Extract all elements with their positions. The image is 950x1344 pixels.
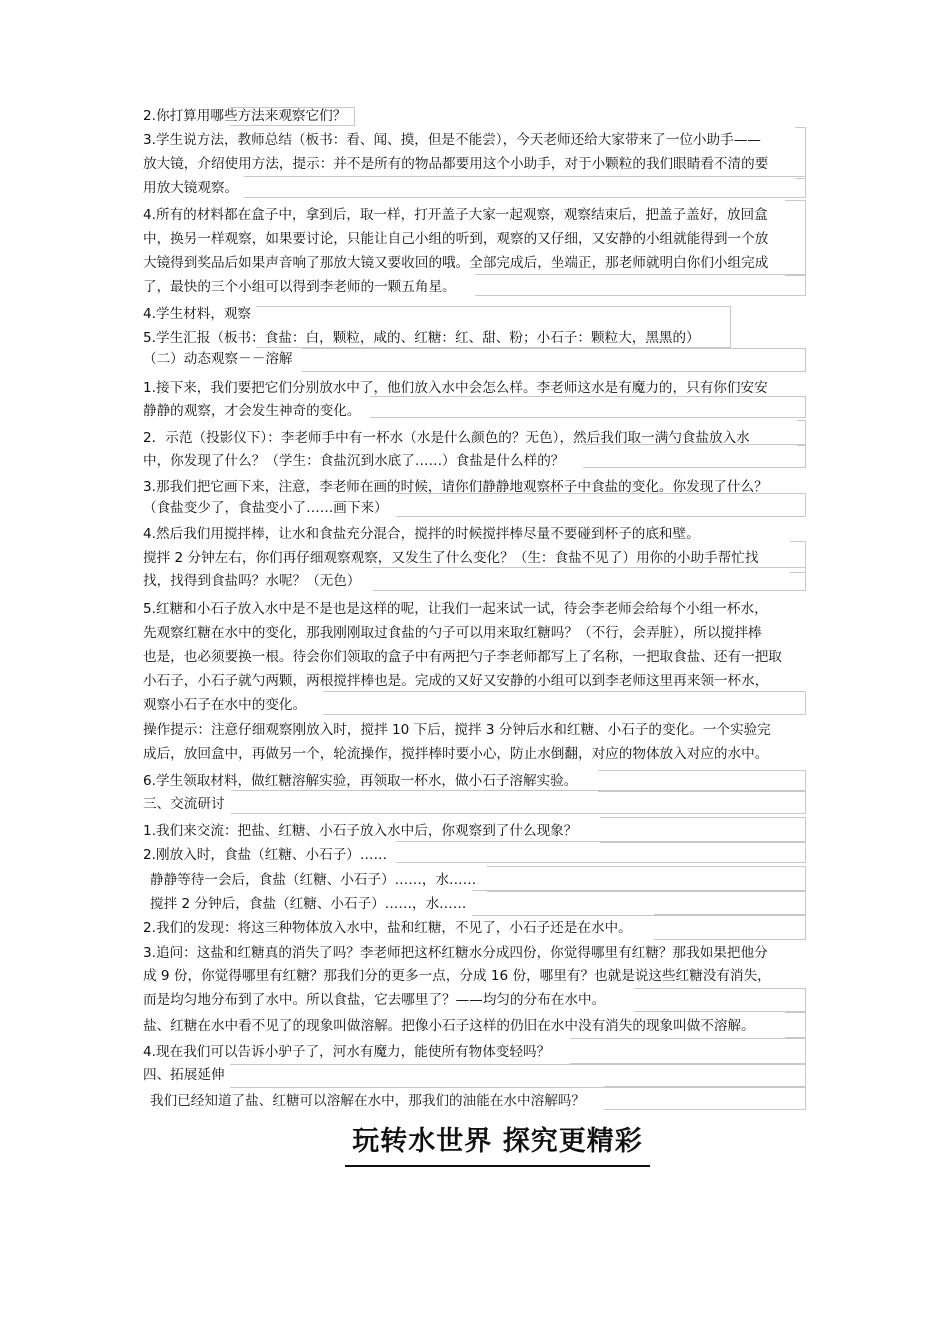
section-heading: （二）动态观察－－溶解 [143, 351, 293, 367]
text-line: 用放大镜观察。 [143, 180, 239, 196]
text-line: 小石子，小石子就勺两颗，两根搅拌棒也是。完成的又好又安静的小组可以到李老师这里再来领一杯水， [143, 673, 769, 689]
text-line: 静静等待一会后，食盐（红糖、小石子）……，水…… [150, 872, 477, 888]
text-line: 先观察红糖在水中的变化，那我刚刚取过食盐的勺子可以用来取红糖吗？（不行，会弄脏），所以搅拌棒 [143, 625, 762, 641]
text-line: 也是，也必须要换一根。待会你们领取的盒子中有两把勺子李老师都写上了名称，一把取食盐、还有一把取 [143, 649, 782, 665]
text-line: 4.所有的材料都在盒子中，拿到后，取一样，打开盖子大家一起观察，观察结束后，把盖子盖好，放回盒 [143, 207, 768, 223]
section-heading: 三、交流研讨 [143, 796, 225, 812]
text-line: 2.刚放入时，食盐（红糖、小石子）…… [143, 847, 388, 863]
text-line: 2.我们的发现：将这三种物体放入水中，盐和红糖，不见了，小石子还是在水中。 [143, 920, 632, 936]
text-line: （食盐变少了，食盐变小了……画下来） [143, 500, 388, 516]
text-line: 了，最快的三个小组可以得到李老师的一颗五角星。 [143, 279, 456, 295]
text-line: 1.接下来，我们要把它们分别放水中了，他们放入水中会怎么样。李老师这水是有魔力的，只有你们安安 [143, 380, 768, 396]
text-line: 3.那我们把它画下来，注意，李老师在画的时候，请你们静静地观察杯子中食盐的变化。你发现了什么？ [143, 479, 768, 495]
text-line: 大镜得到奖品后如果声音响了那放大镜又要收回的哦。全部完成后，坐端正，那老师就明白你们小组完成 [143, 255, 769, 271]
text-line: 找，找得到食盐吗？水呢？（无色） [143, 573, 361, 589]
section-heading: 四、拓展延伸 [143, 1067, 225, 1083]
title-underline [345, 1165, 650, 1167]
text-line: 成 9 份，你觉得哪里有红糖？那我们分的更多一点，分成 16 份，哪里有？也就是说这些红糖没有消失， [143, 968, 771, 984]
text-line: 中，换另一样观察，如果要讨论，只能让自己小组的听到，观察的又仔细，又安静的小组就能得到一个放 [143, 231, 769, 247]
text-line: 放大镜，介绍使用方法，提示：并不是所有的物品都要用这个小助手，对于小颗粒的我们眼睛看不清的要 [143, 156, 769, 172]
text-line: 静静的观察，才会发生神奇的变化。 [143, 403, 361, 419]
text-line: 2．示范（投影仪下）：李老师手中有一杯水（水是什么颜色的？无色），然后我们取一满勺食盐放入水 [143, 430, 750, 446]
text-line: 而是均匀地分布到了水中。所以食盐，它去哪里了？——均匀的分布在水中。 [143, 992, 606, 1008]
text-line: 3.追问：这盐和红糖真的消失了吗？李老师把这杯红糖水分成四份，你觉得哪里有红糖？那我如果把他分 [143, 945, 768, 961]
text-line: 1.我们来交流：把盐、红糖、小石子放入水中后，你观察到了什么现象？ [143, 823, 578, 839]
text-line: 3.学生说方法，教师总结（板书：看、闻、摸，但是不能尝），今天老师还给大家带来了一位小助手—— [143, 132, 761, 148]
text-line: 盐、红糖在水中看不见了的现象叫做溶解。把像小石子这样的仍旧在水中没有消失的现象叫做不溶解。 [143, 1018, 755, 1034]
text-line: 5.红糖和小石子放入水中是不是也是这样的呢，让我们一起来试一试，待会李老师会给每个小组一杯水， [143, 601, 768, 617]
text-line: 中，你发现了什么？（学生：食盐沉到水底了……）食盐是什么样的？ [143, 453, 565, 469]
footer-title: 玩转水世界 探究更精彩 [352, 1126, 643, 1157]
text-line: 5.学生汇报（板书：食盐：白，颗粒，咸的、红糖：红、甜、粉；小石子：颗粒大，黑黑的） [143, 330, 700, 346]
text-line: 我们已经知道了盐、红糖可以溶解在水中，那我们的油能在水中溶解吗？ [150, 1093, 585, 1109]
text-line: 2.你打算用哪些方法来观察它们？ [143, 108, 347, 124]
text-line: 4.然后我们用搅拌棒，让水和食盐充分混合，搅拌的时候搅拌棒尽量不要碰到杯子的底和壁。 [143, 526, 700, 542]
text-line: 6.学生领取材料，做红糖溶解实验，再领取一杯水，做小石子溶解实验。 [143, 773, 578, 789]
text-line: 搅拌 2 分钟左右，你们再仔细观察观察，又发生了什么变化？（生：食盐不见了）用你的小助手帮忙找 [143, 550, 759, 566]
text-line: 4.现在我们可以告诉小驴子了，河水有魔力，能使所有物体变轻吗？ [143, 1044, 551, 1060]
text-line: 观察小石子在水中的变化。 [143, 697, 307, 713]
text-line: 成后，放回盒中，再做另一个，轮流操作，搅拌棒时要小心，防止水倒翻，对应的物体放入对应的水中。 [143, 746, 769, 762]
text-line: 搅拌 2 分钟后，食盐（红糖、小石子）……，水…… [150, 896, 467, 912]
text-line: 4.学生材料，观察 [143, 306, 252, 322]
text-line: 操作提示：注意仔细观察刚放入时，搅拌 10 下后，搅拌 3 分钟后水和红糖、小石子的变化。一个实验完 [143, 722, 771, 738]
